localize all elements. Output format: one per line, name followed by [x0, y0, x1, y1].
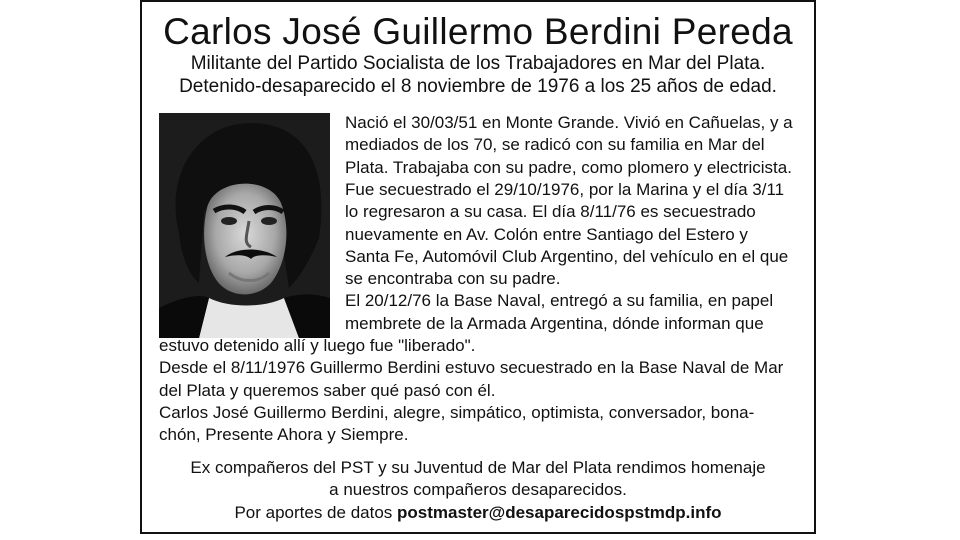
subtitle-disappearance: Detenido-desaparecido el 8 noviembre de 1976 a los 25 años de edad. — [179, 76, 777, 97]
contact-email[interactable]: postmaster@desaparecidospstmdp.info — [397, 503, 722, 522]
contact-line — [142, 502, 814, 524]
portrait-photo — [159, 113, 330, 338]
bio-line: Nació el 30/03/51 en Monte Grande. Vivió en Cañuelas, y a — [345, 113, 793, 132]
bio-line: chón, Presente Ahora y Siempre. — [159, 425, 409, 445]
person-name-title: Carlos José Guillermo Berdini Pereda — [163, 11, 793, 52]
bio-line: del Plata y queremos saber qué pasó con él. — [159, 380, 496, 400]
contact-prefix: Por aportes de datos — [234, 503, 397, 522]
bio-line: membrete de la Armada Argentina, dónde informan que — [345, 313, 764, 333]
memorial-notice — [140, 0, 816, 534]
portrait-image — [159, 113, 330, 338]
bio-line: lo regresaron a su casa. El día 8/11/76 es secuestrado — [345, 202, 756, 222]
tribute-line: Ex compañeros del PST y su Juventud de Mar del Plata rendimos homenaje — [190, 458, 766, 477]
bio-line: nuevamente en Av. Colón entre Santiago del Estero y — [345, 224, 748, 244]
tribute-line-2: a nuestros compañeros desaparecidos. — [329, 480, 627, 499]
bio-line: El 20/12/76 la Base Naval, entregó a su familia, en papel — [345, 291, 774, 311]
subtitle-militancy: Militante del Partido Socialista de los Trabajadores en Mar del Plata. — [190, 53, 766, 74]
bio-line: Plata. Trabajaba con su padre, como plomero y electricista. — [345, 157, 792, 177]
bio-line: mediados de los 70, se radicó con su familia en Mar del — [345, 135, 765, 155]
bio-line: estuvo detenido allí y luego fue "liberado". — [159, 336, 476, 355]
bio-line: Santa Fe, Automóvil Club Argentino, del vehículo en el que — [345, 246, 789, 266]
bio-line: Desde el 8/11/1976 Guillermo Berdini estuvo secuestrado en la Base Naval de Mar — [159, 358, 784, 378]
bio-line: Carlos José Guillermo Berdini, alegre, simpático, optimista, conversador, bona- — [159, 402, 755, 422]
bio-line: Fue secuestrado el 29/10/1976, por la Marina y el día 3/11 — [345, 179, 785, 199]
bio-line: se encontraba con su padre. — [345, 269, 561, 289]
